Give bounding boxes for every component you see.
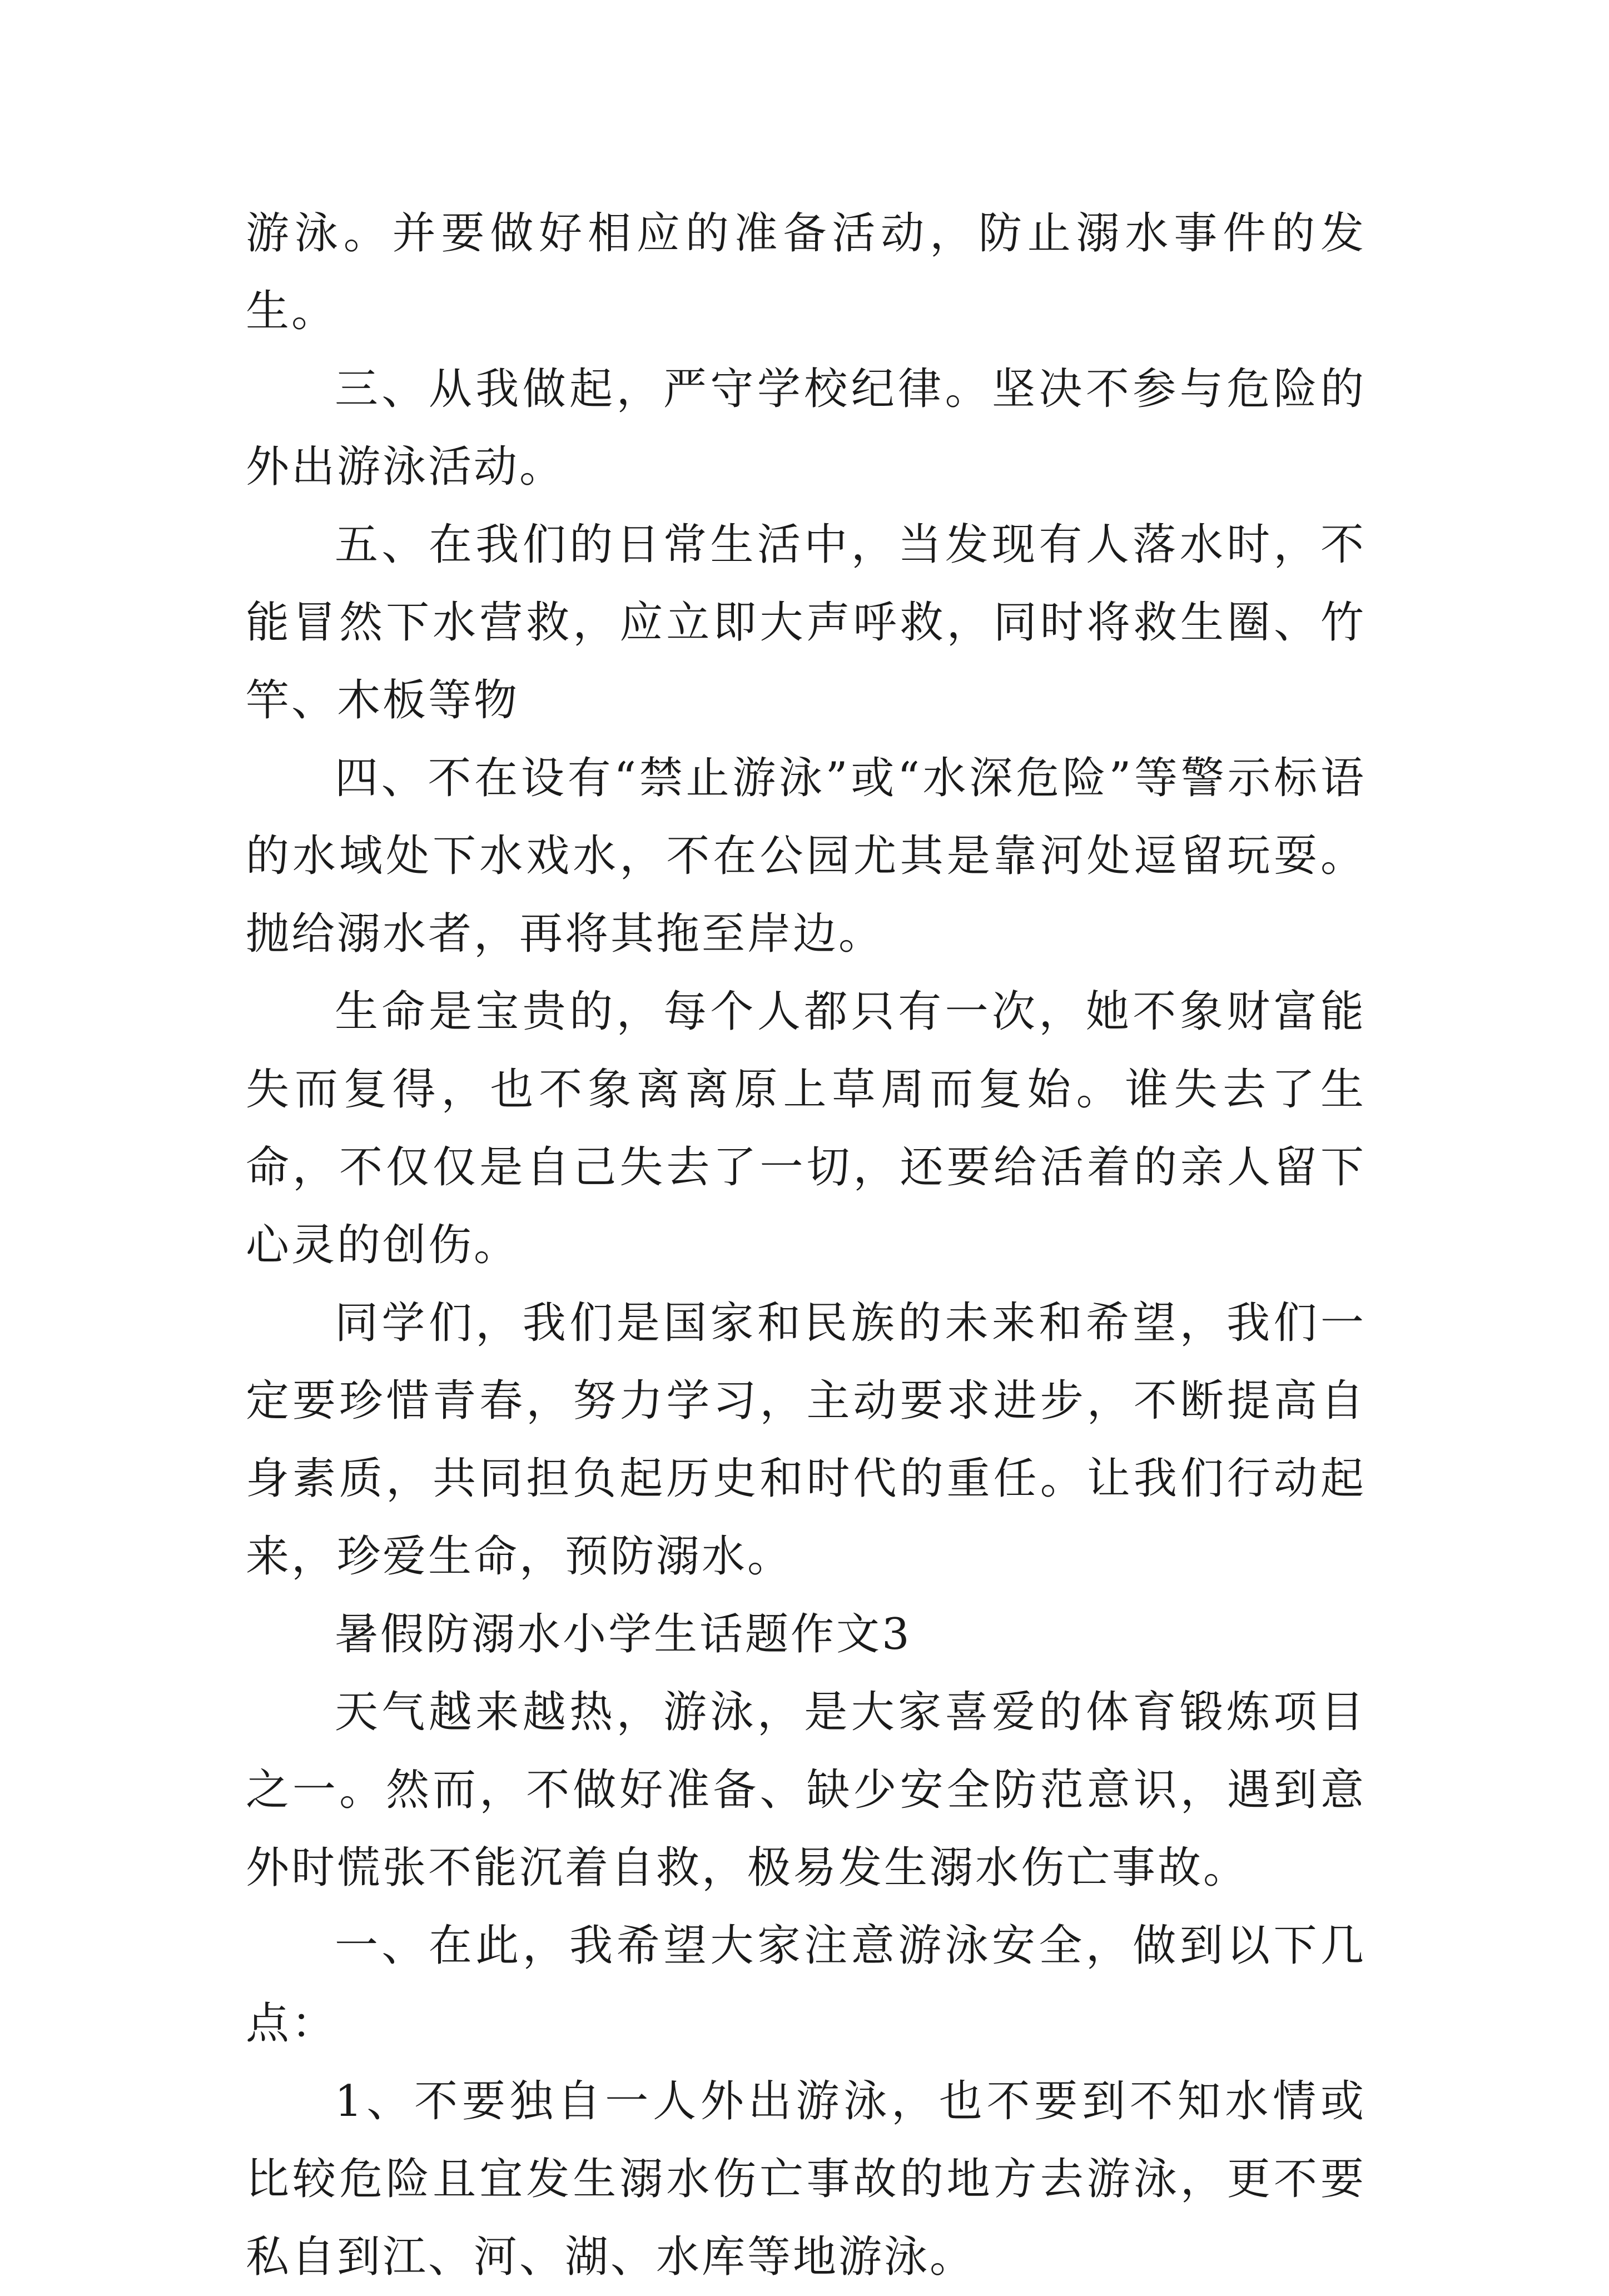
paragraph-life-precious: 生命是宝贵的，每个人都只有一次，她不象财富能失而复得，也不象离离原上草周而复始。谁失去了生命，不仅仅是自己失去了一切，还要给活着的亲人留下心灵的创伤。 xyxy=(246,987,1366,1270)
paragraph-classmates: 同学们，我们是国家和民族的未来和希望，我们一定要珍惜青春，努力学习，主动要求进步，不断提高自身素质，共同担负起历史和时代的重任。让我们行动起来，珍爱生命，预防溺水。 xyxy=(246,1298,1366,1582)
essay-title: 暑假防溺水小学生话题作文3 xyxy=(335,1609,912,1659)
paragraph-points-intro: 一、在此，我希望大家注意游泳安全，做到以下几点： xyxy=(246,1921,1366,2049)
paragraph-rule-three: 三、从我做起，严守学校纪律。坚决不参与危险的外出游泳活动。 xyxy=(246,364,1366,492)
paragraph-hot-weather: 天气越来越热，游泳，是大家喜爱的体育锻炼项目之一。然而，不做好准备、缺少安全防范意识，遇到意外时慌张不能沉着自救，极易发生溺水伤亡事故。 xyxy=(246,1687,1366,1893)
document-body xyxy=(246,195,1366,2296)
paragraph-rule-five: 五、在我们的日常生活中，当发现有人落水时，不能冒然下水营救，应立即大声呼救，同时将救生圈、竹竿、木板等物 xyxy=(246,520,1366,725)
paragraph-continuation: 游泳。并要做好相应的准备活动，防止溺水事件的发生。 xyxy=(246,208,1366,336)
paragraph-point-one: 1、不要独自一人外出游泳，也不要到不知水情或比较危险且宜发生溺水伤亡事故的地方去游泳，更不要私自到江、河、湖、水库等地游泳。 xyxy=(246,2076,1366,2282)
paragraph-rule-four: 四、不在设有“禁止游泳”或“水深危险”等警示标语的水域处下水戏水，不在公园尤其是靠河处逗留玩耍。抛给溺水者，再将其拖至岸边。 xyxy=(246,753,1366,959)
